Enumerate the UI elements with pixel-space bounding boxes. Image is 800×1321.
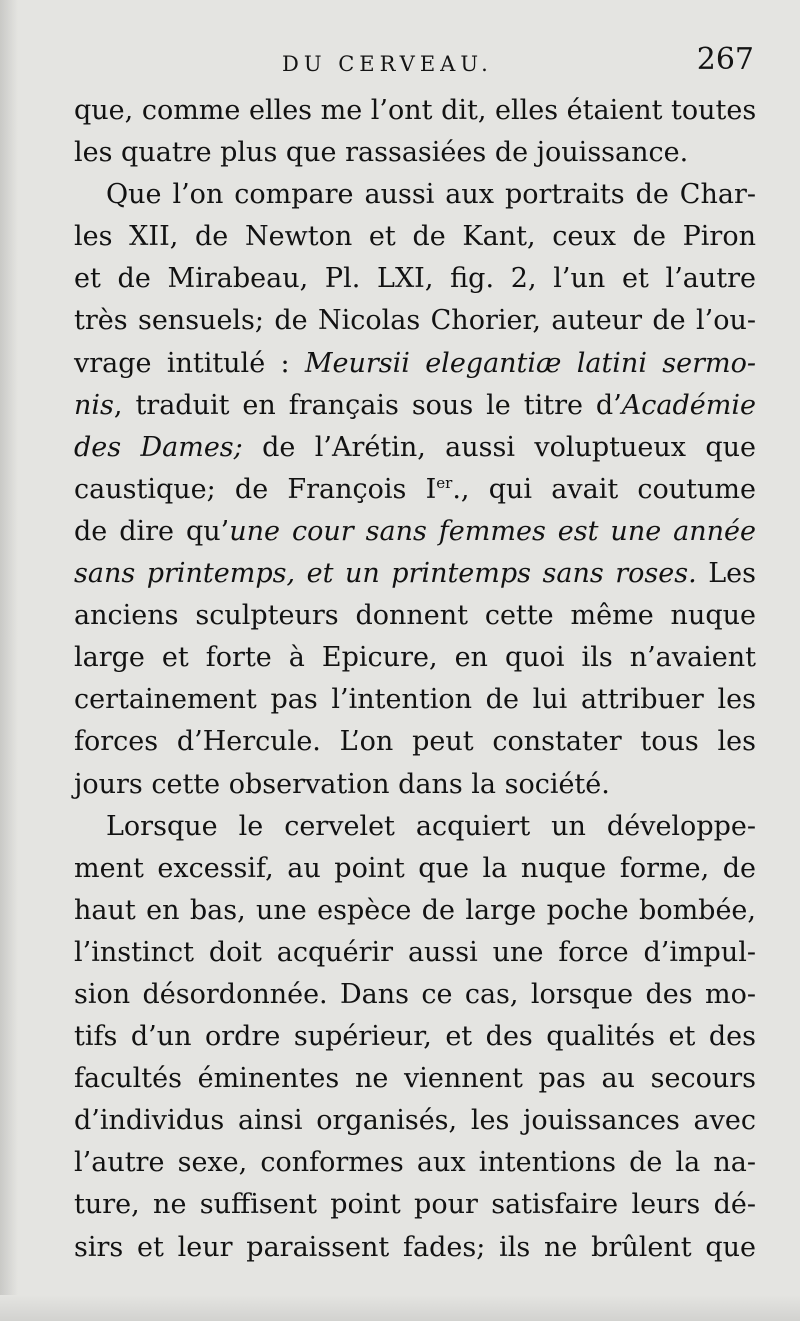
text-line: certainement pas l’intention de lui attribuer les [74, 684, 756, 716]
text-line: sirs et leur paraissent fades; ils ne brûlent que [74, 1231, 756, 1263]
text-line: nis, traduit en français sous le titre d’Académie [74, 389, 756, 421]
italic-title: des Dames; [74, 431, 243, 463]
text-line: très sensuels; de Nicolas Chorier, auteur de l’ou- [74, 305, 756, 337]
page-number: 267 [696, 42, 754, 77]
text-line: ture, ne suffisent point pour satisfaire leurs dé- [74, 1189, 756, 1221]
running-title: DU CERVEAU. [282, 52, 493, 76]
page-header [74, 40, 758, 88]
text-line: les XII, de Newton et de Kant, ceux de Piron [74, 221, 756, 253]
paragraph-start-line: Que l’on compare aussi aux portraits de Char- [106, 179, 756, 211]
paragraph-start-line: Lorsque le cervelet acquiert un développe- [106, 810, 756, 842]
text-line: tifs d’un ordre supérieur, et des qualités et des [74, 1021, 756, 1053]
text-line: large et forte à Epicure, en quoi ils n’avaient [74, 642, 756, 674]
text-line: anciens sculpteurs donnent cette même nuque [74, 600, 756, 632]
italic-title: Académie [621, 389, 756, 421]
text-line: l’autre sexe, conformes aux intentions de la na- [74, 1147, 756, 1179]
text-line: les quatre plus que rassasiées de jouissance. [74, 137, 689, 169]
text-line: des Dames; de l’Arétin, aussi voluptueux que [74, 431, 757, 463]
italic-quote: sans printemps, et un printemps sans roses. [74, 558, 697, 590]
text-line: d’individus ainsi organisés, les jouissances avec [74, 1105, 756, 1137]
text-line: vrage intitulé : Meursii elegantiæ latini sermo- [74, 347, 756, 379]
italic-title: Meursii elegantiæ latini sermo- [304, 347, 756, 379]
text-line: sion désordonnée. Dans ce cas, lorsque des mo- [74, 978, 756, 1010]
text-line: forces d’Hercule. L’on peut constater tous les [74, 726, 756, 758]
text-line: l’instinct doit acquérir aussi une force d’impul- [74, 936, 756, 968]
italic-quote: une cour sans femmes est une année [229, 515, 756, 547]
text-line: jours cette observation dans la société. [74, 768, 610, 800]
text-line: facultés éminentes ne viennent pas au secours [74, 1063, 756, 1095]
text-line: de dire qu’une cour sans femmes est une année [74, 515, 756, 547]
italic-title: nis [74, 389, 114, 421]
text-line: haut en bas, une espèce de large poche bombée, [74, 894, 756, 926]
body-text [74, 90, 756, 1269]
text-line: caustique; de François Ier., qui avait coutume [74, 473, 756, 505]
superscript: er [436, 473, 453, 492]
text-line: que, comme elles me l’ont dit, elles étaient toutes [74, 95, 757, 126]
text-line: sans printemps, et un printemps sans roses. Les [74, 558, 756, 590]
text-line: et de Mirabeau, Pl. LXI, fig. 2, l’un et l’autre [74, 263, 756, 295]
text-line: ment excessif, au point que la nuque forme, de [74, 852, 756, 884]
